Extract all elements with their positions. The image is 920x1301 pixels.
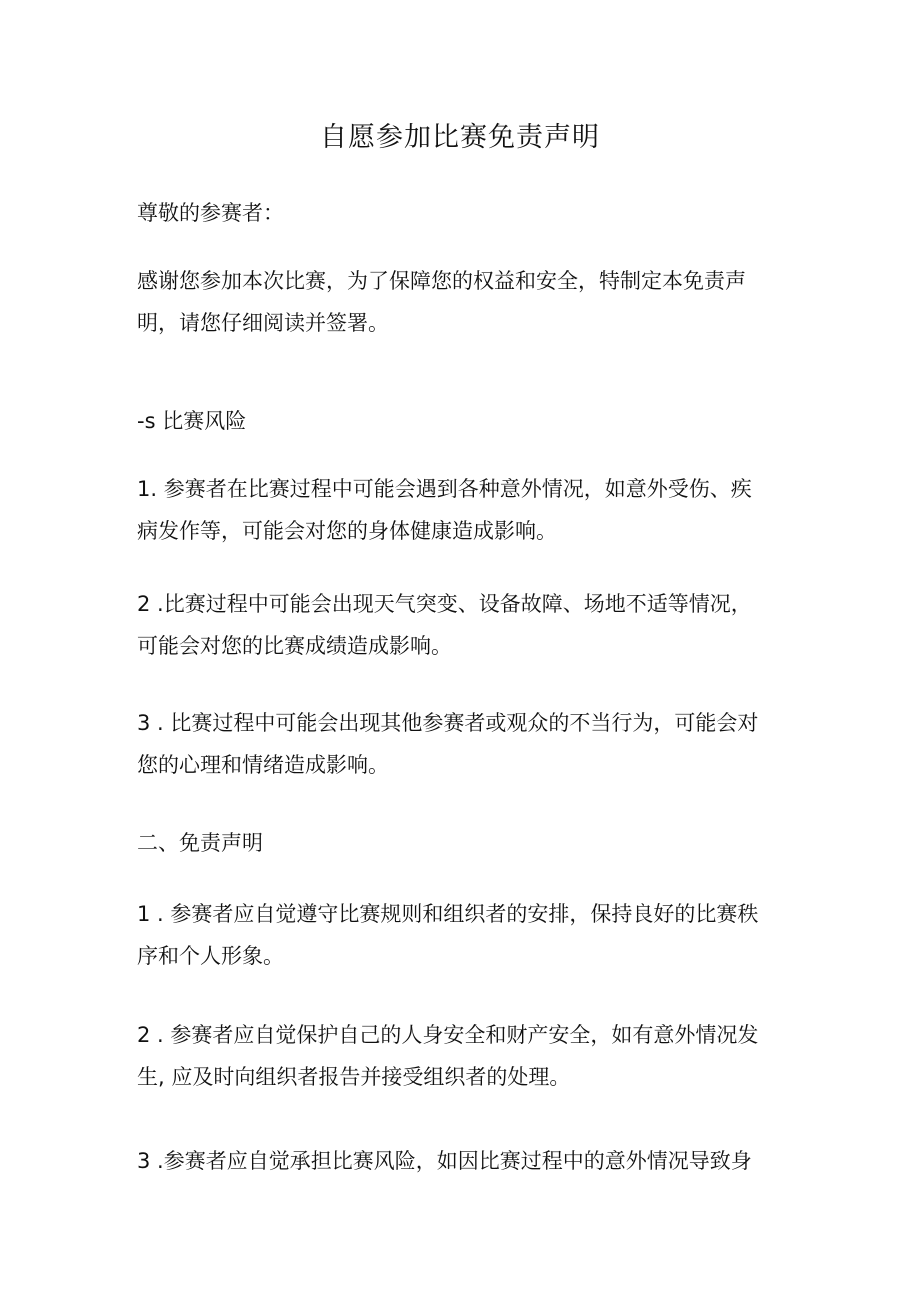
section2-item-line: 2 . 参赛者应自觉保护自己的人身安全和财产安全，如有意外情况发 bbox=[137, 1023, 759, 1047]
section2-item-line: 生, 应及时向组织者报告并接受组织者的处理。 bbox=[137, 1065, 571, 1089]
section2-item bbox=[137, 1014, 787, 1098]
section1-item-line: 病发作等，可能会对您的身体健康造成影响。 bbox=[137, 519, 557, 543]
section1-item bbox=[137, 468, 787, 552]
section1-item-line: 您的心理和情绪造成影响。 bbox=[137, 753, 389, 777]
section1-item-line: 2 .比赛过程中可能会出现天气突变、设备故障、场地不适等情况， bbox=[137, 592, 752, 616]
intro-line: 明，请您仔细阅读并签署。 bbox=[137, 311, 389, 335]
greeting-text: 尊敬的参赛者： bbox=[137, 201, 284, 225]
greeting bbox=[137, 192, 787, 234]
section1-item-line: 1. 参赛者在比赛过程中可能会遇到各种意外情况，如意外受伤、疾 bbox=[137, 477, 752, 501]
section1-heading-text: -s 比赛风险 bbox=[137, 409, 247, 433]
section2-heading-text: 二、免责声明 bbox=[137, 831, 263, 855]
section2-item-line: 序和个人形象。 bbox=[137, 944, 284, 968]
document-title: 自愿参加比赛免责声明 bbox=[320, 122, 600, 153]
section2-item bbox=[137, 1140, 787, 1182]
section2-heading bbox=[137, 822, 787, 864]
section1-item bbox=[137, 702, 787, 786]
section1-heading bbox=[137, 400, 787, 442]
section1-item-line: 3 . 比赛过程中可能会出现其他参赛者或观众的不当行为，可能会对 bbox=[137, 711, 759, 735]
section1-item-line: 可能会对您的比赛成绩造成影响。 bbox=[137, 634, 452, 658]
section1-item bbox=[137, 583, 787, 667]
section2-item-line: 1 . 参赛者应自觉遵守比赛规则和组织者的安排，保持良好的比赛秩 bbox=[137, 902, 759, 926]
intro-line: 感谢您参加本次比赛，为了保障您的权益和安全，特制定本免责声 bbox=[137, 269, 746, 293]
section2-item-line: 3 .参赛者应自觉承担比赛风险，如因比赛过程中的意外情况导致身 bbox=[137, 1149, 752, 1173]
intro-paragraph bbox=[137, 260, 787, 344]
section2-item bbox=[137, 893, 787, 977]
